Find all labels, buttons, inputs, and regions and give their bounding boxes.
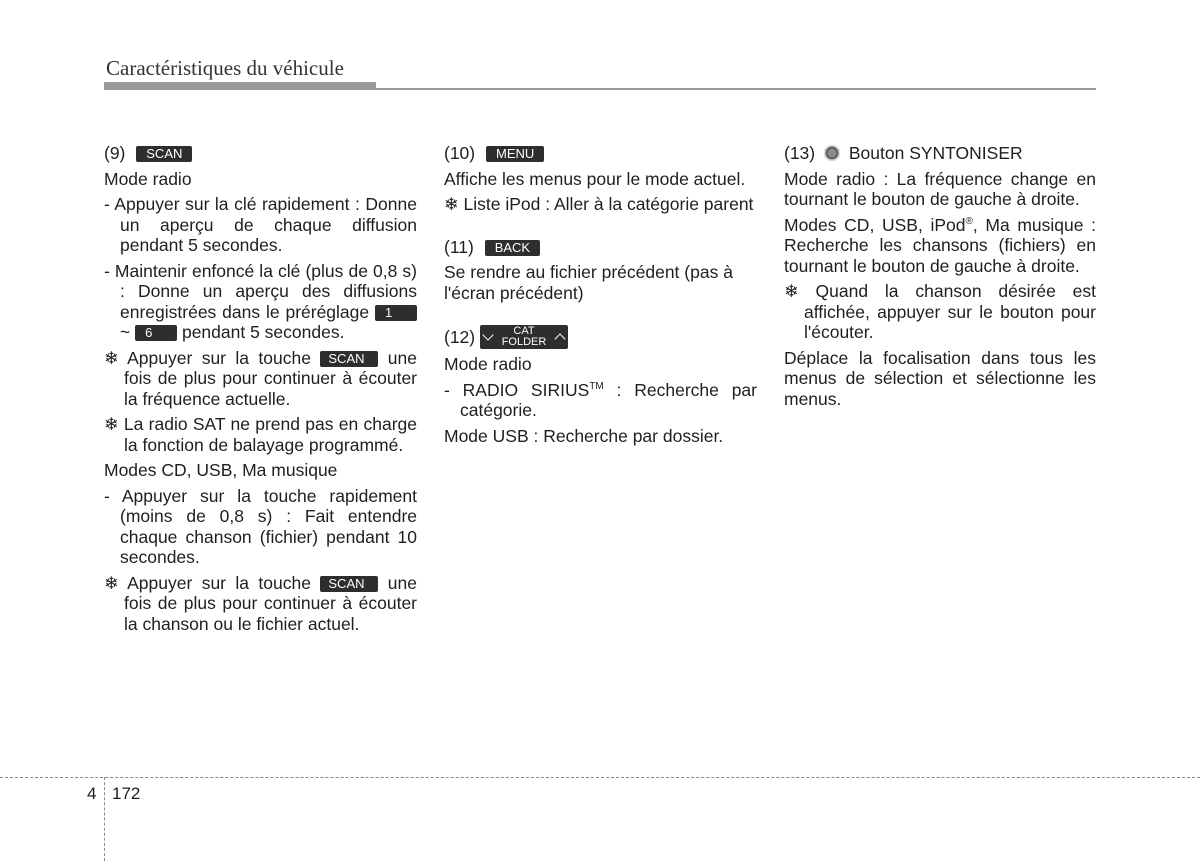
preset-1-key-badge: 1 (375, 305, 417, 321)
note-1-text-b: une fois de plus pour continuer à écouter la fréquence actuelle. (124, 347, 417, 409)
radio-item-1: - Appuyer sur la clé rapidement : Donne un aperçu de chaque diffusion pendant 5 secondes. (104, 194, 417, 255)
modes-cd-label: Modes CD, USB, Ma musique (104, 460, 338, 480)
cat-folder-key-badge (480, 325, 568, 349)
section-13-heading (784, 143, 1096, 164)
section-12-heading (444, 325, 757, 349)
section-9-heading (104, 143, 417, 164)
chapter-number: 4 (87, 784, 97, 803)
note-3-text-a: ❄ Appuyer sur la touche (104, 572, 321, 593)
tilde: ~ (120, 322, 136, 342)
radio-item-2-end: pendant 5 secondes. (177, 322, 345, 342)
modes-tune-text (784, 215, 1096, 277)
menu-key-badge: MENU (486, 146, 544, 162)
radio-item-2 (104, 261, 417, 343)
sirius-item (444, 380, 757, 421)
usb-mode-text: Mode USB : Recherche par dossier. (444, 425, 724, 446)
note-1 (104, 348, 417, 410)
folder-label: FOLDER (501, 336, 547, 348)
note-3 (104, 573, 417, 635)
modes-text-b: , Ma musique : Recherche les chansons (fichiers) en tournant le bouton de gauche à droite. (784, 214, 1096, 276)
modes-text-a: Modes CD, USB, iPod (784, 214, 966, 235)
mode-radio-label: Mode radio (104, 168, 192, 189)
page-number: 172 (112, 784, 141, 803)
note-2: ❄ La radio SAT ne prend pas en charge la fonction de balayage programmé. (104, 414, 417, 455)
header-rule (104, 88, 1096, 90)
menu-description: Affiche les menus pour le mode actuel. (444, 168, 746, 189)
radio-tune-text: Mode radio : La fréquence change en tournant le bouton de gauche à droite. (784, 168, 1096, 209)
section-11-number: (11) (444, 236, 474, 257)
tune-knob-icon (824, 145, 840, 161)
scan-key-badge: SCAN (136, 146, 192, 162)
section-12-number: (12) (444, 327, 476, 347)
section-11-heading (444, 237, 757, 258)
preset-6-key-badge: 6 (135, 325, 177, 341)
footer-divider (0, 777, 1200, 778)
footer-vertical-divider (104, 777, 105, 861)
focus-text: Déplace la focalisation dans tous les menus de sélection et sélectionne les menus. (784, 347, 1096, 409)
registered-mark: ® (965, 215, 973, 227)
sirius-text-a: - RADIO SIRIUS (444, 379, 590, 400)
cd-item-1: - Appuyer sur la touche rapidement (moins de 0,8 s) : Fait entendre chaque chanson (fichier) pendant 10 secondes. (104, 485, 417, 567)
section-9-number: (9) (104, 143, 126, 163)
page-title: Caractéristiques du véhicule (106, 56, 344, 80)
sirius-text-b: : Recherche par catégorie. (460, 379, 757, 420)
column-1 (104, 143, 417, 639)
section-13-label: Bouton SYNTONISER (848, 143, 1023, 163)
trademark-mark: TM (589, 380, 604, 392)
section-10-number: (10) (444, 143, 476, 163)
note-1-text-a: ❄ Appuyer sur la touche (104, 347, 321, 368)
note-3-text-b: une fois de plus pour continuer à écouter la chanson ou le fichier actuel. (124, 572, 417, 634)
menu-note: ❄ Liste iPod : Aller à la catégorie parent (444, 194, 754, 214)
mode-radio-label: Mode radio (444, 354, 532, 374)
cat-label: CAT (513, 325, 535, 337)
scan-key-badge: SCAN (320, 576, 378, 592)
column-3 (784, 143, 1096, 414)
back-description: Se rendre au fichier précédent (pas à l'écran précédent) (444, 262, 733, 303)
column-2 (444, 143, 757, 451)
scan-key-badge: SCAN (320, 351, 378, 367)
tune-note: ❄ Quand la chanson désirée est affichée, appuyer sur le bouton pour l'écouter. (784, 281, 1096, 342)
back-key-badge: BACK (485, 240, 540, 256)
radio-item-2-text: - Maintenir enfoncé la clé (plus de 0,8 s) : Donne un aperçu des diffusions enregistrées dans le préréglage (104, 260, 417, 322)
section-10-heading (444, 143, 757, 164)
section-13-number: (13) (784, 143, 816, 163)
